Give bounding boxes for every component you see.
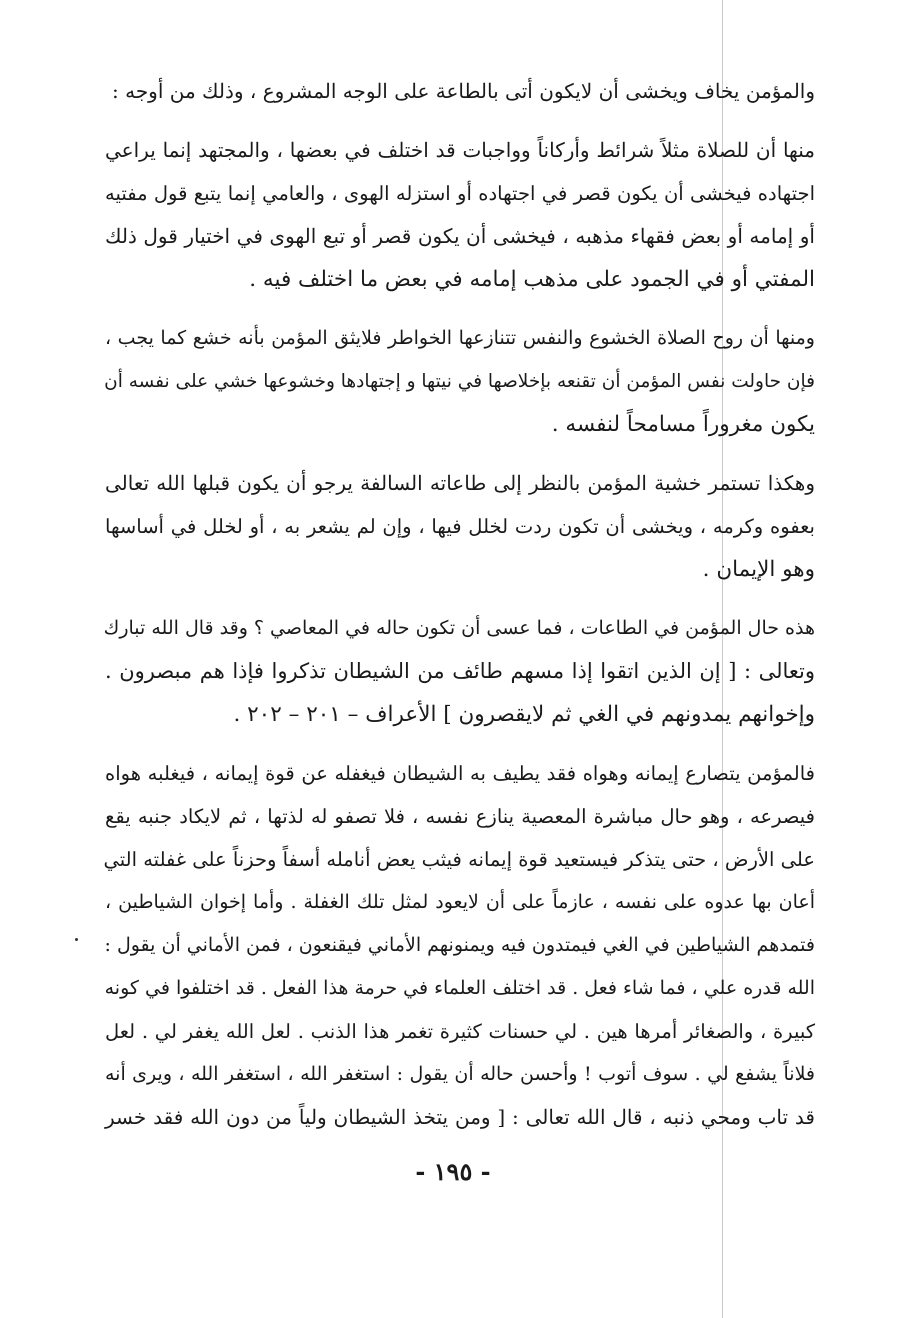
paragraph-line: فيصرعه ، وهو حال مباشرة المعصية ينازع نفسه ، فلا تصفو له لذتها ، ثم لايكاد جنبه يقع <box>105 805 815 828</box>
paragraph-line: فالمؤمن يتصارع إيمانه وهواه فقد يطيف به الشيطان فيغفله عن قوة إيمانه ، فيغلبه هواه <box>105 762 815 785</box>
paragraph-line: والمؤمن يخاف ويخشى أن لايكون أتى بالطاعة على الوجه المشروع ، وذلك من أوجه : <box>112 79 815 103</box>
body-text <box>105 70 815 1139</box>
paragraph-line: وإخوانهم يمدونهم في الغي ثم لايقصرون ] الأعراف – ٢٠١ – ٢٠٢ . <box>233 702 815 727</box>
paragraph-line: فتمدهم الشياطين في الغي فيمتدون فيه ويمنونهم الأماني فيقنعون ، فمن الأماني أن يقول : <box>104 934 815 956</box>
paragraph-line: كبيرة ، والصغائر أمرها هين . لي حسنات كثيرة تغمر هذا الذنب . لعل الله يغفر لي . لعل <box>105 1020 815 1043</box>
paragraph-line: وهو الإيمان . <box>702 557 815 582</box>
paragraph-line: أو إمامه أو بعض فقهاء مذهبه ، فيخشى أن يكون قصر أو تبع الهوى في اختيار قول ذلك <box>105 224 815 248</box>
paragraph-line: هذه حال المؤمن في الطاعات ، فما عسى أن تكون حاله في المعاصي ؟ وقد قال الله تبارك <box>103 617 815 639</box>
paragraph-line: قد تاب ومحي ذنبه ، قال الله تعالى : [ ومن يتخذ الشيطان ولياً من دون الله فقد خسر <box>105 1105 815 1129</box>
ink-speck <box>75 938 78 941</box>
paragraph-line: وهكذا تستمر خشية المؤمن بالنظر إلى طاعاته السالفة يرجو أن يكون قبلها الله تعالى <box>105 471 815 495</box>
paragraph-line: يكون مغروراً مسامحاً لنفسه . <box>551 412 815 437</box>
paragraph-line: على الأرض ، حتى يتذكر فيستعيد قوة إيمانه فيثب يعض أنامله أسفاً وحزناً على غفلته التي <box>103 848 815 871</box>
paragraph-line: بعفوه وكرمه ، ويخشى أن تكون ردت لخلل فيها ، وإن لم يشعر به ، أو لخلل في أساسها <box>105 515 815 538</box>
paragraph-line: أعان بها عدوه على نفسه ، عازماً على أن لايعود لمثل تلك الغفلة . وأما إخوان الشياطين ، <box>105 891 815 913</box>
paragraph-line: ومنها أن روح الصلاة الخشوع والنفس تتنازعها الخواطر فلايثق المؤمن بأنه خشع كما يجب ، <box>105 327 815 349</box>
paragraph-line: الله قدره علي ، فما شاء فعل . قد اختلف العلماء في حرمة هذا الفعل . قد اختلفوا في كونه <box>104 977 815 999</box>
paragraph-line: اجتهاده فيخشى أن يكون قصر في اجتهاده أو استزله الهوى ، والعامي إنما يتبع قول مفتيه <box>105 182 815 205</box>
paragraph-line: المفتي أو في الجمود على مذهب إمامه في بعض ما اختلف فيه . <box>249 267 815 292</box>
page-number: - ١٩٥ - <box>415 1157 491 1186</box>
paragraph-line: فلاناً يشفع لي . سوف أتوب ! وأحسن حاله أن يقول : استغفر الله ، استغفر الله ، ويرى أنه <box>105 1063 815 1085</box>
paragraph-line: وتعالى : [ إن الذين اتقوا إذا مسهم طائف من الشيطان تذكروا فإذا هم مبصرون . <box>105 659 815 683</box>
paragraph-line: منها أن للصلاة مثلاً شرائط وأركاناً وواجبات قد اختلف في بعضها ، والمجتهد إنما يراعي <box>105 138 815 162</box>
paragraph-line: فإن حاولت نفس المؤمن أن تقنعه بإخلاصها في نيتها و إجتهادها وخشوعها خشي على نفسه أن <box>104 371 815 392</box>
